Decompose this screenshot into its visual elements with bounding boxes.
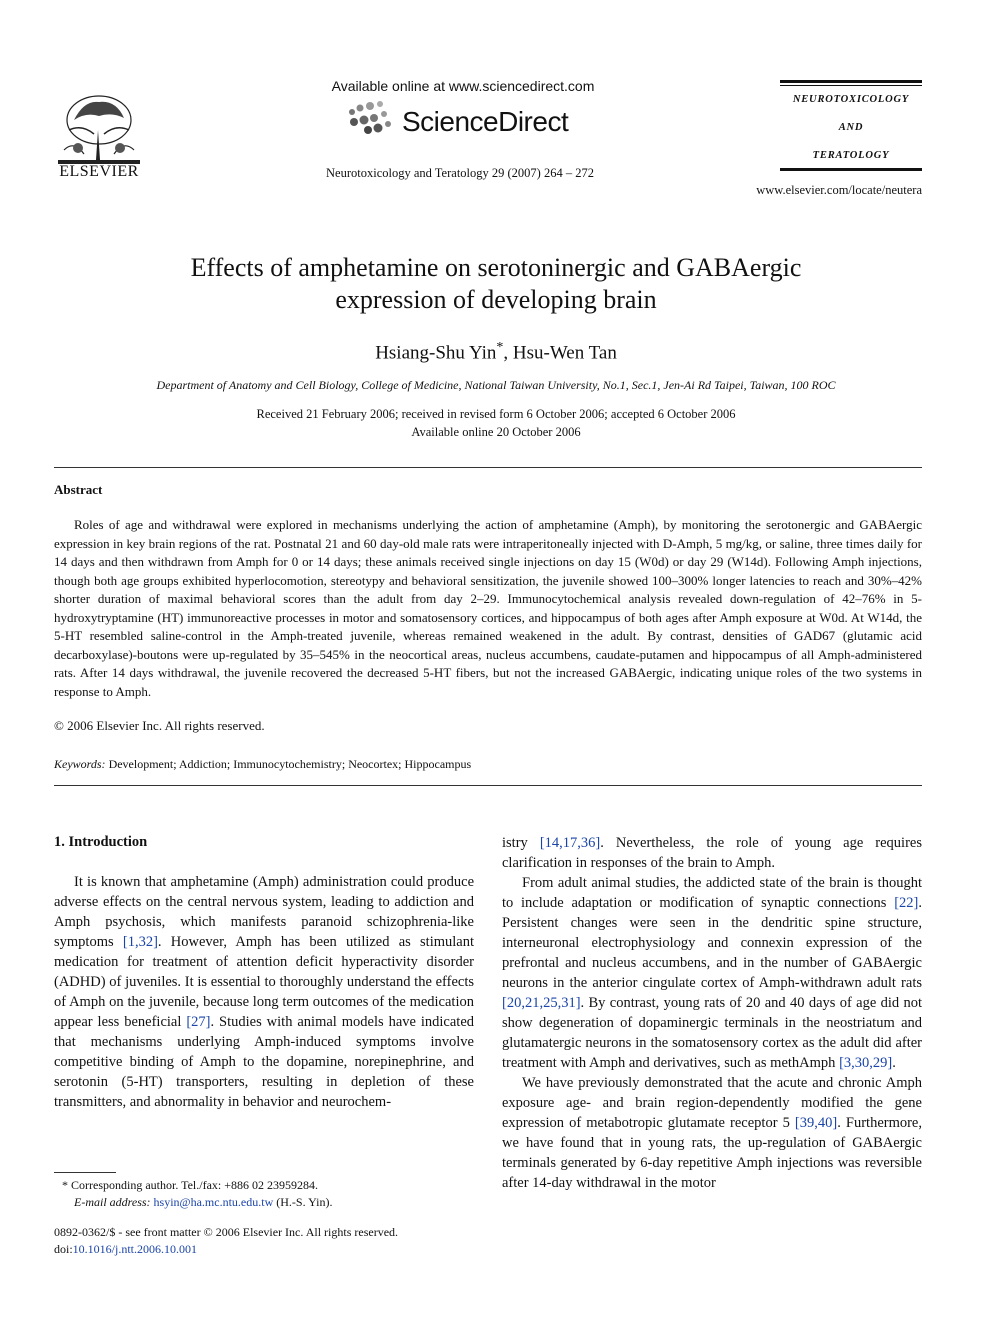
citation-link[interactable]: [14,17,36] — [539, 835, 601, 851]
text-run: It is known that amphetamine (Amph) administration could produce adverse effects on the central nervous system, leading to addiction and Amph psychosis, which manifests paranoid schizophrenia-like symptoms — [54, 874, 474, 950]
journal-box-line-2: AND — [838, 122, 864, 133]
paragraph — [54, 872, 474, 1112]
journal-box-line-1: NEUROTOXICOLOGY — [792, 94, 910, 105]
footnote-rule — [54, 1172, 116, 1173]
title-line-1: Effects of amphetamine on serotoninergic and GABAergic — [190, 253, 802, 282]
text-run: From adult animal studies, the addicted state of the brain is thought to include adaptation or modification of synaptic connections — [502, 875, 922, 911]
paragraph — [502, 873, 922, 1073]
article-dates — [100, 405, 892, 441]
issn-line: 0892-0362/$ - see front matter © 2006 Elsevier Inc. All rights reserved. — [54, 1225, 399, 1239]
received-dates: Received 21 February 2006; received in revised form 6 October 2006; accepted 6 October 2006 — [256, 407, 736, 421]
citation-link[interactable]: [1,32] — [122, 934, 158, 950]
author-list — [100, 340, 892, 364]
body-column-left — [54, 872, 474, 1112]
text-run: . Persistent changes were seen in the dendritic spine structure, interneuronal electrophysiology and connexin expression of the prefrontal and nucleus accumbens, and in the number of GABAergic neurons in the anterior cingulate cortex of Amph-withdrawn adult rats — [502, 895, 922, 991]
citation-link[interactable]: [3,30,29] — [839, 1055, 893, 1071]
abstract-text: Roles of age and withdrawal were explored in mechanisms underlying the action of amphetamine (Amph), by monitoring the serotonergic and GABAergic expression in key brain regions of the rat. Postnatal 21 and 60 day-old male rats were intraperitoneally injected with D-Amph, 5 mg/kg, or saline, three times daily for 14 days and then withdrawn from Amph for 0 or 14 days; these animals received single injections on day 15 (W0d) or day 29 (W14d). Following Amph injections, though both age groups exhibited hyperlocomotion, stereotypy and behavioral sensitization, the juvenile showed 100–300% longer latencies to reach and 30%–42% shorter duration of maximal behavioral scores than the adult from day 2–29. Immunocytochemical analysis revealed down-regulation of 42–76% in 5-hydroxytryptamine (HT) immunoreactive processes in motor and somatosensory cortices, and hippocampus of both ages after Amph exposure at W0d. At W14d, the 5-HT resembled saline-control in the Amph-treated juvenile, whereas remained weakened in the adult. By contrast, densities of GAD67 (glutamic acid decarboxylase)-boutons were up-regulated by 35–545% in the neocortical areas, nucleus accumbens, caudate-putamen and hippocampus of all Amph-administered rats. After 14 days withdrawal, the juvenile recovered the decreased 5-HT fibers, but not the increased GABAergic, indicating unique roles of the two systems in response to Amph. — [54, 517, 922, 699]
copyright-notice: © 2006 Elsevier Inc. All rights reserved. — [54, 718, 265, 733]
email-line — [54, 1194, 474, 1211]
keywords-list: Development; Addiction; Immunocytochemistry; Neocortex; Hippocampus — [105, 757, 472, 771]
author-name[interactable]: Hsiang-Shu Yin — [375, 342, 497, 364]
text-run: . Furthermore, we have found that in young rats, the up-regulation of GABAergic terminals generated by 6-day repetitive Amph injections was reversible after 14-day withdrawal in the motor — [502, 1115, 922, 1191]
divider — [54, 467, 922, 468]
email-suffix: (H.-S. Yin). — [273, 1195, 333, 1209]
citation-link[interactable]: [27] — [186, 1014, 211, 1030]
article-title — [100, 252, 892, 316]
journal-box-line-3: TERATOLOGY — [812, 150, 890, 161]
corresponding-author-footnote — [54, 1177, 474, 1211]
doi-prefix: doi: — [54, 1242, 73, 1256]
affiliation: Department of Anatomy and Cell Biology, College of Medicine, National Taiwan University, No.1, Sec.1, Jen-Ai Rd Taipei, Taiwan, 100 ROC — [156, 378, 836, 392]
journal-url-link[interactable]: www.elsevier.com/locate/neutera — [756, 183, 922, 197]
text-run: . Nevertheless, the role of young age requires clarification in responses of the brain to Amph. — [502, 835, 922, 871]
text-run: . — [892, 1055, 896, 1071]
available-online-date: Available online 20 October 2006 — [411, 425, 581, 439]
text-run: . However, Amph has been utilized as stimulant medication for treatment of attention deficit hyperactivity disorder (ADHD) of juveniles. It is essential to thoroughly understand the effects of Amph on the juvenile, because long term outcomes of the medication appear less beneficial — [54, 934, 475, 1030]
text-run: . Studies with animal models have indicated that mechanisms underlying Amph-induced symptoms involve competitive binding of Amph to the dopamine, norepinephrine, and serotonin (5-HT) transporters, resulting in depletion of these transmitters, and abnormality in behavior and neurochem- — [54, 1014, 475, 1110]
sciencedirect-dots-icon — [346, 100, 402, 140]
email-link[interactable]: hsyin@ha.mc.ntu.edu.tw — [153, 1195, 274, 1209]
front-matter-info — [54, 1224, 494, 1258]
publisher-name: ELSEVIER — [59, 163, 139, 180]
citation-link[interactable]: [20,21,25,31] — [502, 995, 581, 1011]
sciencedirect-wordmark: ScienceDirect — [402, 106, 569, 137]
email-label: E-mail address: — [74, 1195, 151, 1209]
doi-line — [54, 1241, 494, 1258]
abstract-body — [54, 516, 922, 701]
corresponding-author-contact: * Corresponding author. Tel./fax: +886 02 23959284. — [62, 1178, 319, 1192]
keywords — [54, 757, 471, 772]
text-run: istry — [502, 835, 540, 851]
paragraph — [502, 1073, 922, 1193]
corresponding-author-mark[interactable]: * — [496, 340, 504, 355]
paragraph — [502, 833, 922, 873]
author-name: , Hsu-Wen Tan — [503, 342, 617, 364]
text-run: . By contrast, young rats of 20 and 40 days of age did not show degeneration of dopaminergic terminals in the neostriatum and glutamatergic neurons in the somatosensory cortex as the adult did after treatment with Amph and derivatives, such as methAmph — [502, 995, 922, 1071]
keywords-label: Keywords: — [54, 757, 106, 771]
body-column-right — [502, 833, 922, 1193]
section-heading-introduction: 1. Introduction — [54, 834, 148, 850]
title-line-2: expression of developing brain — [335, 285, 657, 314]
journal-citation: Neurotoxicology and Teratology 29 (2007) 264 – 272 — [326, 166, 594, 180]
journal-title-box — [780, 80, 922, 172]
citation-link[interactable]: [39,40] — [794, 1115, 838, 1131]
available-online-text[interactable]: Available online at www.sciencedirect.com — [331, 78, 595, 94]
divider — [54, 785, 922, 786]
text-run: We have previously demonstrated that the acute and chronic Amph exposure age- and brain region-dependently modified the gene expression of metabotropic glutamate receptor 5 — [502, 1075, 922, 1131]
citation-link[interactable]: [22] — [894, 895, 919, 911]
abstract-heading: Abstract — [54, 482, 103, 497]
doi-link[interactable]: 10.1016/j.ntt.2006.10.001 — [72, 1242, 198, 1256]
